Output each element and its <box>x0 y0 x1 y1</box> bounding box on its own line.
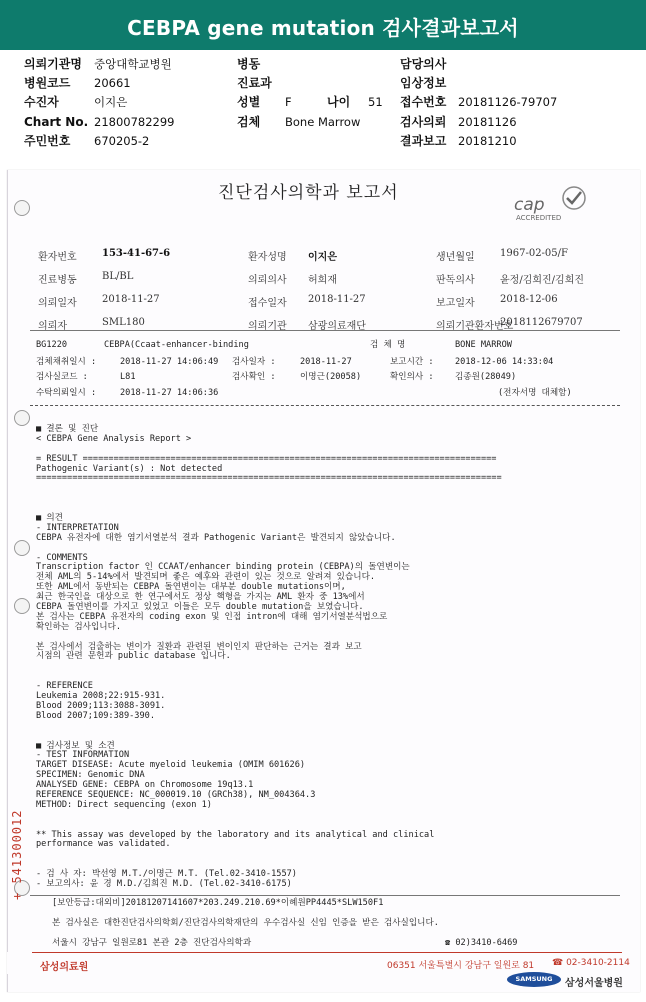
report-body-line: REFERENCE SEQUENCE: NC_000019.10 (GRCh38), NM_004364.3 <box>36 789 316 800</box>
specimen-value: BONE MARROW <box>455 340 512 350</box>
report-body-line: < CEBPA Gene Analysis Report > <box>36 433 192 444</box>
patient-info-value: 2018-11-27 <box>308 294 366 305</box>
samsung-logo-text: SAMSUNG <box>515 975 553 983</box>
header-field <box>237 76 285 90</box>
report-body-line <box>36 671 502 681</box>
patient-info-value: 2018-12-06 <box>500 294 558 305</box>
header-field-label: 수진자 <box>24 95 59 109</box>
header-field-value: Bone Marrow <box>285 115 361 129</box>
cap-accredited-logo <box>512 185 592 225</box>
header-field <box>24 115 174 129</box>
patient-info-value: 1967-02-05/F <box>500 248 568 259</box>
patient-info-value: 2018112679707 <box>500 317 583 328</box>
report-body-line: 본 검사에서 검출하는 변이가 질환과 관련된 변이인지 판단하는 근거는 결과 보고 <box>36 641 362 652</box>
patient-info-value: 2018-11-27 <box>102 294 160 305</box>
header-field <box>400 95 557 109</box>
header-field <box>24 134 149 148</box>
header-field-label: 주민번호 <box>24 134 71 148</box>
header-field-value: F <box>285 95 292 109</box>
patient-info-value: 153-41-67-6 <box>102 248 171 259</box>
report-body-line: CEBPA 유전자에 대한 염기서열분석 결과 Pathogenic Variant은 발견되지 않았습니다. <box>36 532 396 543</box>
patient-info-label: 의뢰기관 <box>248 321 287 332</box>
header-field-label: 병동 <box>237 57 261 71</box>
report-body-line: ■ 결론 및 진단 <box>36 424 99 434</box>
header-field-label: 진료과 <box>237 76 272 90</box>
meta-label: 검사실코드 : <box>36 372 88 382</box>
report-body-line: 또한 AML에서 동반되는 CEBPA 돌연변이는 대부분 double mutations이며, <box>36 582 346 593</box>
patient-info-label: 보고일자 <box>436 298 475 309</box>
patient-info-label: 진료병동 <box>38 275 77 286</box>
report-body-line <box>36 444 502 454</box>
header-field-label: 임상정보 <box>400 76 447 90</box>
meta-label: 보고시간 : <box>390 357 434 367</box>
header-field-value: 20181126 <box>458 115 517 129</box>
patient-info-value: 삼광의료재단 <box>308 321 366 332</box>
header-field <box>237 95 292 109</box>
patient-info-label: 환자번호 <box>38 252 77 263</box>
punch-hole <box>14 200 30 216</box>
patient-info-label: 생년월일 <box>436 252 475 263</box>
report-body-line: ■ 의견 <box>36 513 63 524</box>
report-body <box>36 424 502 889</box>
report-body-line <box>36 661 502 671</box>
header-field <box>400 76 458 90</box>
report-body-line: ** This assay was developed by the laboratory and its analytical and clinical <box>36 829 435 840</box>
patient-info-value: 윤정/김희진/김희진 <box>500 275 585 286</box>
report-body-line: Leukemia 2008;22:915-931. <box>36 691 166 702</box>
header-field-value: 20661 <box>94 76 131 90</box>
certification-line: 본 검사실은 대한진단검사의학회/진단검사의학재단의 우수검사실 신임 인증을 받은 검사실입니다. <box>52 918 439 928</box>
report-body-line: = RESULT ================================================================================ <box>36 453 497 464</box>
patient-info-value: BL/BL <box>102 271 134 282</box>
meta-value: 2018-11-27 14:06:49 <box>120 357 219 367</box>
patient-info-label: 접수일자 <box>248 298 287 309</box>
meta-value: 이명근(20058) <box>300 372 362 382</box>
side-serial-number <box>10 740 24 900</box>
header-field <box>24 76 131 90</box>
patient-info-label: 의뢰의사 <box>248 275 287 286</box>
age-field <box>327 95 383 109</box>
lab-phone: ☎ 02)3410-6469 <box>445 938 518 948</box>
report-body-line: ANALYSED GENE: CEBPA on Chromosome 19q13.1 <box>36 780 254 791</box>
svg-text:ACCREDITED: ACCREDITED <box>516 214 562 222</box>
samsung-logo-icon <box>507 972 561 987</box>
report-body-line: - 보고의사: 윤 경 M.D./김희진 M.D. (Tel.02-3410-6175) <box>36 878 292 889</box>
meta-value: L81 <box>120 372 136 382</box>
divider <box>30 895 620 896</box>
footer-phone: ☎ 02-3410-2114 <box>552 958 630 968</box>
meta-value: 김종원(28049) <box>455 372 517 382</box>
header-field-label: 병원코드 <box>24 76 71 90</box>
header-field <box>400 134 517 148</box>
patient-info-label: 의뢰자 <box>38 321 67 332</box>
report-footer <box>7 952 639 974</box>
report-body-line: Blood 2009;113:3088-3091. <box>36 700 166 711</box>
header-field-label: 결과보고 <box>400 134 447 148</box>
patient-info-label: 의뢰일자 <box>38 298 77 309</box>
meta-value: 2018-12-06 14:33:04 <box>455 357 554 367</box>
report-body-line <box>36 731 502 741</box>
report-body-line: 시점의 관련 문헌과 public database 입니다. <box>36 651 231 662</box>
security-line: [보안등급:대외비]20181207141607*203.249.210.69*이혜원PP4445*SLW150F1 <box>52 898 384 908</box>
test-code: BG1220 <box>36 340 68 350</box>
header-field-value: 670205-2 <box>94 134 150 148</box>
header-field-label: 담당의사 <box>400 57 447 71</box>
header-field-value: 20181126-79707 <box>458 95 558 109</box>
header-field <box>237 57 285 71</box>
hospital-logo-name: 삼성서울병원 <box>565 978 623 989</box>
footer-hospital-left: 삼성의료원 <box>40 962 89 973</box>
meta-label: 검사일자 : <box>232 357 276 367</box>
svg-text:cap: cap <box>514 195 545 215</box>
report-body-line: - REFERENCE <box>36 681 93 692</box>
patient-info-value: 이지은 <box>308 252 337 263</box>
patient-info-label: 판독의사 <box>436 275 475 286</box>
header-field-label: Chart No. <box>24 115 89 129</box>
report-body-line: 본 검사는 CEBPA 유전자의 coding exon 및 인접 intron에 대해 염기서열분석법으로 <box>36 611 388 622</box>
report-body-line <box>36 543 502 553</box>
title-bar <box>0 0 646 50</box>
punch-hole <box>14 410 30 426</box>
report-body-line <box>36 483 502 493</box>
report-body-line: Blood 2007;109:389-390. <box>36 710 155 721</box>
header-field <box>400 115 517 129</box>
header-field <box>24 95 127 109</box>
report-body-line: 확인하는 검사입니다. <box>36 621 122 632</box>
report-body-line: Pathogenic Variant(s) : Not detected <box>36 463 223 474</box>
patient-info-label: 의뢰기관환자번호 <box>436 321 514 332</box>
footer-address: 06351 서울특별시 강남구 일원로 81 <box>387 961 535 971</box>
header-field-value: 중앙대학교병원 <box>94 57 172 71</box>
footer-rule <box>32 952 622 953</box>
header-field-label: 성별 <box>237 95 261 109</box>
divider <box>30 330 620 331</box>
header-field-value: 21800782299 <box>94 115 175 129</box>
side-serial-text: + 541300012 <box>10 809 24 900</box>
report-body-line: - COMMENTS <box>36 552 88 563</box>
meta-value: 2018-11-27 14:06:36 <box>120 388 219 398</box>
meta-label: 검체채취일시 : <box>36 357 97 367</box>
header-field <box>24 57 172 71</box>
report-body-line: CEBPA 돌연변이를 가지고 있었고 이들은 모두 double mutation을 보였습니다. <box>36 602 364 613</box>
report-body-line <box>36 810 502 820</box>
report-body-line: performance was validated. <box>36 839 171 850</box>
report-body-line <box>36 503 502 513</box>
age-label: 나이 <box>327 95 351 109</box>
report-body-line <box>36 721 502 731</box>
header-field-label: 검사의뢰 <box>400 115 447 129</box>
age-value: 51 <box>368 95 383 109</box>
header-field <box>400 57 458 71</box>
meta-label: 수탁의뢰일시 : <box>36 388 97 398</box>
report-body-line: SPECIMEN: Genomic DNA <box>36 770 145 781</box>
header-field-label: 의뢰기관명 <box>24 57 82 71</box>
report-body-line: - 검 사 자: 박선영 M.T./이명근 M.T. (Tel.02-3410-1557) <box>36 869 297 880</box>
report-body-line <box>36 849 502 859</box>
patient-info-value: SML180 <box>102 317 145 328</box>
punch-hole <box>14 598 30 614</box>
punch-hole <box>14 540 30 556</box>
report-body-line: 전체 AML의 5-14%에서 발견되며 좋은 예후와 관련이 있는 것으로 알려져 있습니다. <box>36 572 376 583</box>
report-body-line <box>36 493 502 503</box>
report-body-line: TARGET DISEASE: Acute myeloid leukemia (OMIM 601626) <box>36 760 306 771</box>
report-body-line: ■ 검사정보 및 소견 <box>36 740 115 751</box>
meta-label: 확인의사 : <box>390 372 434 382</box>
report-body-line <box>36 859 502 869</box>
report-body-line: ========================================================================================== <box>36 473 502 484</box>
dashed-divider <box>30 405 620 406</box>
report-body-line: 최근 한국인을 대상으로 한 연구에서도 정상 핵형을 가지는 AML 환자 중 13%에서 <box>36 592 365 603</box>
header-field-value: 20181210 <box>458 134 517 148</box>
header-field <box>237 115 360 129</box>
specimen-label: 검 체 명 <box>370 340 406 350</box>
meta-value: (전자서명 대체함) <box>498 388 572 398</box>
header-field-label: 접수번호 <box>400 95 447 109</box>
header-field-label: 검체 <box>237 115 261 129</box>
report-body-line: METHOD: Direct sequencing (exon 1) <box>36 799 212 810</box>
meta-label: 검사확인 : <box>232 372 276 382</box>
patient-info-label: 환자성명 <box>248 252 287 263</box>
report-body-line: - INTERPRETATION <box>36 522 119 533</box>
report-body-line <box>36 632 502 642</box>
report-body-line <box>36 820 502 830</box>
lab-address: 서울시 강남구 일원로81 본관 2층 진단검사의학과 <box>52 938 252 948</box>
report-body-line: - TEST INFORMATION <box>36 750 130 761</box>
patient-info-value: 허희재 <box>308 275 337 286</box>
meta-value: 2018-11-27 <box>300 357 352 367</box>
page-title: CEBPA gene mutation 검사결과보고서 <box>127 16 519 40</box>
header-field-value: 이지은 <box>94 95 128 109</box>
test-name: CEBPA(Ccaat-enhancer-binding <box>104 340 249 350</box>
report-body-line: Transcription factor 인 CCAAT/enhancer binding protein (CEBPA)의 돌연변이는 <box>36 562 410 573</box>
report-title: 진단검사의학과 보고서 <box>218 183 399 203</box>
